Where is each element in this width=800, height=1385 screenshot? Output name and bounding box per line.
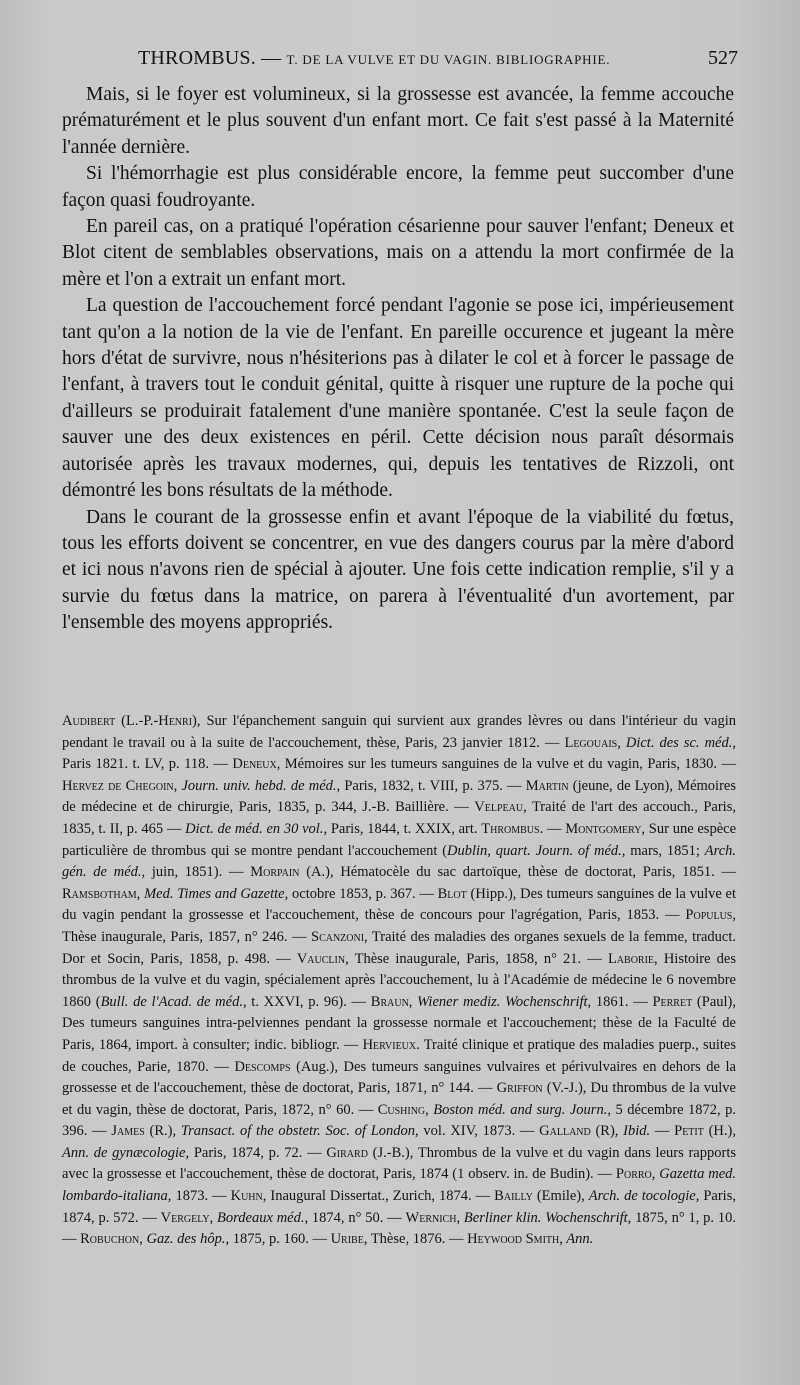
bibliography-author: Thrombus.	[481, 820, 544, 837]
bibliography-entry	[62, 778, 526, 794]
running-title-separator: —	[255, 47, 287, 69]
bibliography-entry	[447, 843, 705, 859]
bibliography-title: Wiener mediz. Wochenschrift,	[412, 993, 592, 1010]
bibliography-author: Braun,	[370, 993, 413, 1010]
bibliography-details: mars, 1851;	[625, 842, 705, 859]
bibliography-details: (Aug.), Des tumeurs sanguines vulvaires et périvulvaires en dehors de la grossesse et de l'accouchement, thèse de doctorat, Paris, 1871, n° 144. —	[62, 1058, 736, 1097]
bibliography-details: —	[650, 1123, 675, 1140]
bibliography-title: Ibid.	[623, 1123, 651, 1140]
bibliography-details: Sur l'épanchement sanguin qui survient aux grandes lèvres ou dans l'intérieur du vagin pendant le travail ou à la suite de l'accouchement, thèse, Paris, 23 janvier 1812. —	[62, 713, 736, 751]
page-number: 527	[708, 47, 738, 69]
bibliography-author: Cushing,	[377, 1101, 429, 1118]
bibliography-details: Paris, 1874, p. 572. —	[62, 1188, 736, 1226]
bibliography-details: vol. XIV, 1873. —	[418, 1123, 540, 1140]
bibliography-details: (J.-B.), Thrombus de la vulve et du vagin dans leurs rapports avec la grossesse et l'accouchement, thèse de doctorat, Paris, 1874 (1 observ. in. de Budin). —	[62, 1144, 736, 1183]
bibliography-author: James	[111, 1123, 145, 1140]
bibliography-author: Montgomery,	[565, 820, 646, 837]
bibliography-entry	[331, 1231, 468, 1247]
paragraph: La question de l'accouchement forcé pendant l'agonie se pose ici, impérieusement tant qu'on a la notion de la vie de l'enfant. En pareille occurence et jugeant la mère hors d'état de survivre, nous n'hésiterions pas à dilater le col et à forcer le passage de l'enfant, à travers tout le conduit génital, quitte à risquer une rupture de la poche qui d'ailleurs se produirait fatalement d'une manière spontanée. C'est la seule façon de sauver une des deux existences en péril. Cette décision nous paraît désormais autorisée après les travaux modernes, qui, depuis les tentatives de Rizzoli, ont démontré les bons résultats de la méthode.	[62, 295, 734, 502]
bibliography-author: Deneux,	[232, 756, 281, 773]
running-title-sub: T. DE LA VULVE ET DU VAGIN. BIBLIOGRAPHIE.	[286, 52, 611, 67]
bibliography-author: Descomps	[234, 1058, 291, 1075]
bibliography-entry	[494, 1188, 589, 1204]
bibliography-details: 1874, n° 50. —	[308, 1209, 406, 1226]
bibliography-author: Blot	[437, 885, 467, 902]
bibliography-author: Scanzoni,	[311, 928, 368, 945]
bibliography-details: juin, 1851). —	[145, 864, 251, 881]
bibliography-author: Perret	[652, 993, 693, 1010]
bibliography-details: (Emile),	[532, 1188, 589, 1205]
running-title	[138, 47, 610, 70]
bibliography-title: Med. Times and Gazette,	[140, 885, 289, 902]
bibliography-author: Martin	[525, 777, 569, 794]
bibliography-entry	[623, 1123, 674, 1139]
bibliography-details: Paris, 1832, t. VIII, p. 375. —	[340, 777, 526, 794]
bibliography-author: Bailly	[494, 1188, 533, 1205]
bibliography-title: Transact. of the obstetr. Soc. of London,	[180, 1123, 419, 1140]
bibliography-title: Ann. de gynæcologie,	[62, 1144, 190, 1161]
bibliography-author: Legouais,	[564, 734, 621, 751]
bibliography-details: (Paul), Des tumeurs sanguines intra-pelviennes pendant la grossesse normale et l'accouchement; thèse de la Faculté de Paris, 1864, import. à consulter; indic. bibliogr. —	[62, 993, 736, 1053]
running-header	[138, 47, 738, 75]
bibliography-details: Thèse, 1876. —	[367, 1231, 468, 1248]
bibliography-entry	[185, 821, 481, 837]
bibliography-author: Heywood Smith,	[467, 1231, 563, 1248]
bibliography-entry	[539, 1123, 623, 1139]
bibliography-title: Dict. des sc. méd.,	[620, 734, 736, 751]
body-text	[62, 82, 734, 637]
bibliography-details: (Hipp.), Des tumeurs sanguines de la vulve et du vagin pendant la grossesse et l'accouchement, thèse de concours pour l'agrégation, Paris, 1853. —	[62, 885, 737, 924]
bibliography-entry	[101, 994, 371, 1010]
paragraph: Si l'hémorrhagie est plus considérable encore, la femme peut succomber d'une façon quasi foudroyante.	[62, 163, 734, 211]
bibliography-title: Gaz. des hôp.,	[142, 1231, 230, 1248]
bibliography-author: Velpeau,	[474, 799, 527, 816]
bibliography-details: (A.), Hématocèle du sac dartoïque, thèse de doctorat, Paris, 1851. —	[299, 864, 736, 881]
bibliography-author: Vergely,	[160, 1209, 214, 1226]
bibliography-author: Galland	[539, 1123, 591, 1140]
bibliography-entry	[297, 951, 608, 967]
bibliography-author: Hervez de Chegoin,	[62, 777, 178, 794]
paragraph: En pareil cas, on a pratiqué l'opération césarienne pour sauver l'enfant; Deneux et Blot citent de semblables observations, mais on a attendu la mort confirmée de la mère et l'on a extrait un enfant mort.	[62, 216, 734, 290]
bibliography-author: Robuchon,	[80, 1231, 143, 1248]
bibliography-details: Traité de l'art des accouch., Paris, 1835, t. II, p. 465 —	[62, 799, 736, 837]
bibliography-title: Boston méd. and surg. Journ.,	[428, 1101, 611, 1118]
bibliography-author: Girard	[326, 1144, 368, 1161]
bibliography-entry	[231, 1188, 495, 1204]
bibliography-details: t. XXVI, p. 96). —	[246, 993, 371, 1010]
paragraph: Mais, si le foyer est volumineux, si la grossesse est avancée, la femme accouche prématurément et le plus souvent d'un enfant mort. Ce fait s'est passé à la Maternité l'année dernière.	[62, 84, 734, 158]
bibliography-title: Berliner klin. Wochenschrift,	[460, 1209, 632, 1226]
bibliography-text	[62, 711, 736, 1251]
bibliography-author: Morpain	[250, 864, 300, 881]
bibliography-title: Gazetta med. lombardo-italiana,	[62, 1166, 737, 1205]
bibliography-details: Mémoires sur les tumeurs sanguines de la vulve et du vagin, Paris, 1830. —	[280, 756, 736, 773]
bibliography-entry	[467, 1231, 593, 1247]
bibliography-entry	[62, 1145, 326, 1161]
bibliography-details: Sur une espèce particulière de thrombus qui se montre pendant l'accouchement (	[62, 820, 737, 859]
bibliography-author: Kuhn,	[230, 1188, 267, 1205]
bibliography-entry	[481, 821, 565, 837]
bibliography-author: Wernich,	[405, 1209, 461, 1226]
bibliography-title: Arch. de tocologie,	[588, 1188, 700, 1205]
bibliography-author: Laborie,	[607, 950, 658, 967]
bibliography-title: Arch. gén. de méd.,	[62, 842, 737, 881]
bibliography-entry	[371, 994, 653, 1010]
bibliography-details: Traité clinique et pratique des maladies puerp., suites de couches, Parie, 1870. —	[62, 1036, 736, 1075]
bibliography-entry	[62, 886, 438, 902]
bibliography-details: 1861. —	[591, 993, 653, 1010]
bibliography-author: Ramsbotham,	[62, 885, 141, 902]
bibliography-details: octobre 1853, p. 367. —	[288, 885, 438, 902]
bibliography-author: Vauclin,	[296, 950, 349, 967]
bibliography-details: Thèse inaugurale, Paris, 1857, n° 246. —	[62, 928, 311, 945]
bibliography-details: Traité des maladies des organes sexuels de la femme, traduct. Dor et Socin, Paris, 1858, p. 498. —	[62, 928, 736, 967]
bibliography-title: Ann.	[562, 1231, 594, 1248]
bibliography-details: Paris, 1874, p. 72. —	[189, 1144, 327, 1161]
bibliography-details: (V.-J.), Du thrombus de la vulve et du vagin, thèse de doctorat, Paris, 1872, n° 60. —	[62, 1080, 736, 1118]
paragraph: Dans le courant de la grossesse enfin et avant l'époque de la viabilité du fœtus, tous les efforts doivent se concentrer, en vue des dangers courus par la mère d'abord et ici nous n'avons rien de spécial à ajouter. Une fois cette indication remplie, s'il y a survie du fœtus dans la matrice, on parera à l'éventualité d'un avortement, par l'ensemble des moyens appropriés.	[62, 506, 734, 634]
bibliography-author: Uribe,	[330, 1231, 368, 1248]
bibliography-details: 1873. —	[171, 1188, 231, 1205]
bibliography-details: —	[543, 820, 566, 837]
running-title-main: THROMBUS.	[138, 47, 256, 69]
bibliography-title: Bordeaux méd.,	[213, 1209, 309, 1226]
bibliography-details: 1875, p. 160. —	[229, 1231, 331, 1248]
bibliography-entry	[161, 1210, 406, 1226]
bibliography-author: Audibert (L.-P.-Henri),	[62, 713, 201, 729]
bibliography-entry	[111, 1123, 180, 1139]
bibliography-details: Inaugural Dissertat., Zurich, 1874. —	[266, 1188, 495, 1205]
bibliography-details: (jeune, de Lyon), Mémoires de médecine et de chirurgie, Paris, 1835, p. 344, J.-B. Baillière. —	[62, 777, 736, 816]
bibliography-author: Porro,	[615, 1166, 656, 1183]
bibliography-title: Dublin, quart. Journ. of méd.,	[447, 842, 626, 859]
bibliography-entry	[181, 1123, 539, 1139]
bibliography-author: Populus,	[685, 907, 736, 924]
bibliography-details: Histoire des thrombus de la vulve et du vagin, spécialement après l'accouchement, lu à l'Académie de médecine le 6 novembre 1860 (	[62, 950, 737, 1010]
bibliography-entry	[250, 864, 736, 880]
bibliography-details: (H.),	[703, 1123, 736, 1140]
bibliography-details: 5 décembre 1872, p. 396. —	[62, 1101, 737, 1140]
bibliography	[62, 711, 736, 1251]
bibliography-title: Journ. univ. hebd. de méd.,	[177, 777, 341, 794]
bibliography-entry	[232, 756, 736, 772]
bibliography-details: (R),	[590, 1123, 624, 1140]
bibliography-details: Paris, 1844, t. XXIX, art.	[327, 820, 482, 837]
bibliography-author: Griffon	[496, 1080, 543, 1097]
bibliography-title: Bull. de l'Acad. de méd.,	[100, 993, 247, 1010]
bibliography-details: Thèse inaugurale, Paris, 1858, n° 21. —	[348, 950, 608, 967]
bibliography-author: Petit	[674, 1123, 704, 1140]
bibliography-details: (R.),	[144, 1123, 181, 1140]
bibliography-details: 1875, n° 1, p. 10. —	[62, 1209, 736, 1248]
bibliography-entry	[80, 1231, 330, 1247]
bibliography-author: Hervieux.	[362, 1036, 420, 1053]
bibliography-title: Dict. de méd. en 30 vol.,	[185, 820, 328, 837]
bibliography-details: Paris 1821. t. LV, p. 118. —	[62, 756, 233, 773]
bibliography-entry	[674, 1123, 736, 1139]
